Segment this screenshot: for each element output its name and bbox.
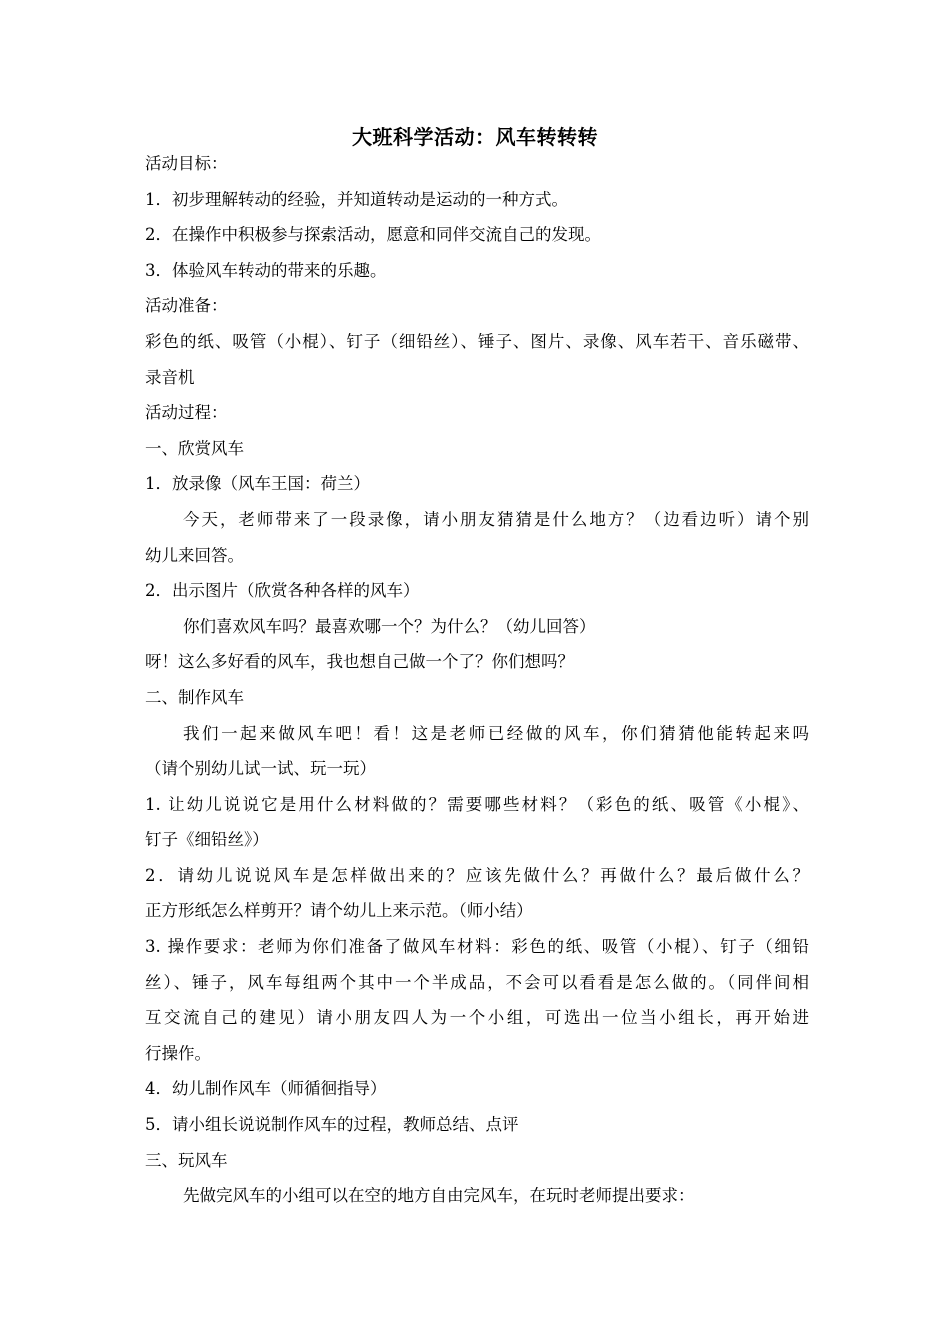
part-two-step-1-line-1: 1. 让幼儿说说它是用什么材料做的？需要哪些材料？（彩色的纸、吸管《小棍》、 xyxy=(145,794,809,814)
part-three-heading: 三、玩风车 xyxy=(145,1150,228,1170)
section-heading-process: 活动过程： xyxy=(145,403,228,423)
document-title: 大班科学活动：风车转转转 xyxy=(352,125,598,149)
part-two-step-3-line-1: 3. 操作要求：老师为你们准备了做风车材料：彩色的纸、吸管（小棍）、钉子（细铅 xyxy=(145,937,809,957)
part-two-paragraph-line-2: （请个别幼儿试一试、玩一玩） xyxy=(145,759,376,779)
part-one-paragraph-1-line-1: 今天，老师带来了一段录像，请小朋友猜猜是什么地方？（边看边听）请个别 xyxy=(183,509,809,529)
part-two-step-3-line-3: 互交流自己的建见）请小朋友四人为一个小组，可选出一位当小组长，再开始进 xyxy=(145,1008,809,1028)
part-two-step-4: 4．幼儿制作风车（师循徊指导） xyxy=(145,1079,387,1099)
section-heading-preparation: 活动准备： xyxy=(145,296,228,316)
preparation-materials-line-2: 录音机 xyxy=(145,367,195,387)
part-two-heading: 二、制作风车 xyxy=(145,687,244,707)
part-two-step-3-line-4: 行操作。 xyxy=(145,1043,211,1063)
part-one-step-1: 1．放录像（风车王国：荷兰） xyxy=(145,474,370,494)
part-two-step-2-line-2: 正方形纸怎么样剪开？请个幼儿上来示范。（师小结） xyxy=(145,901,533,921)
goal-item-1: 1．初步理解转动的经验，并知道转动是运动的一种方式。 xyxy=(145,189,568,209)
part-two-step-5: 5．请小组长说说制作风车的过程，教师总结、点评 xyxy=(145,1115,519,1135)
part-one-paragraph-1-line-2: 幼儿来回答。 xyxy=(145,545,244,565)
goal-item-3: 3．体验风车转动的带来的乐趣。 xyxy=(145,260,387,280)
part-two-step-3-line-2: 丝）、锤子，风车每组两个其中一个半成品，不会可以看看是怎么做的。（同伴间相 xyxy=(145,972,809,992)
part-one-paragraph-2: 你们喜欢风车吗？最喜欢哪一个？为什么？（幼儿回答） xyxy=(183,616,596,636)
part-two-paragraph-line-1: 我们一起来做风车吧！看！这是老师已经做的风车，你们猜猜他能转起来吗 xyxy=(183,723,809,743)
part-one-heading: 一、欣赏风车 xyxy=(145,438,244,458)
section-heading-goals: 活动目标： xyxy=(145,154,228,173)
part-two-step-1-line-2: 钉子《细铅丝》） xyxy=(145,830,269,850)
part-three-paragraph: 先做完风车的小组可以在空的地方自由完风车，在玩时老师提出要求： xyxy=(183,1186,695,1206)
goal-item-2: 2．在操作中积极参与探索活动，愿意和同伴交流自己的发现。 xyxy=(145,225,601,245)
preparation-materials-line-1: 彩色的纸、吸管（小棍）、钉子（细铅丝）、锤子、图片、录像、风车若干、音乐磁带、 xyxy=(145,331,809,351)
part-one-paragraph-3: 呀！这么多好看的风车，我也想自己做一个了？你们想吗？ xyxy=(145,652,574,672)
document-body xyxy=(145,146,809,1214)
part-two-step-2-line-1: 2．请幼儿说说风车是怎样做出来的？应该先做什么？再做什么？最后做什么？ xyxy=(145,865,809,885)
part-one-step-2: 2．出示图片（欣赏各种各样的风车） xyxy=(145,581,420,601)
